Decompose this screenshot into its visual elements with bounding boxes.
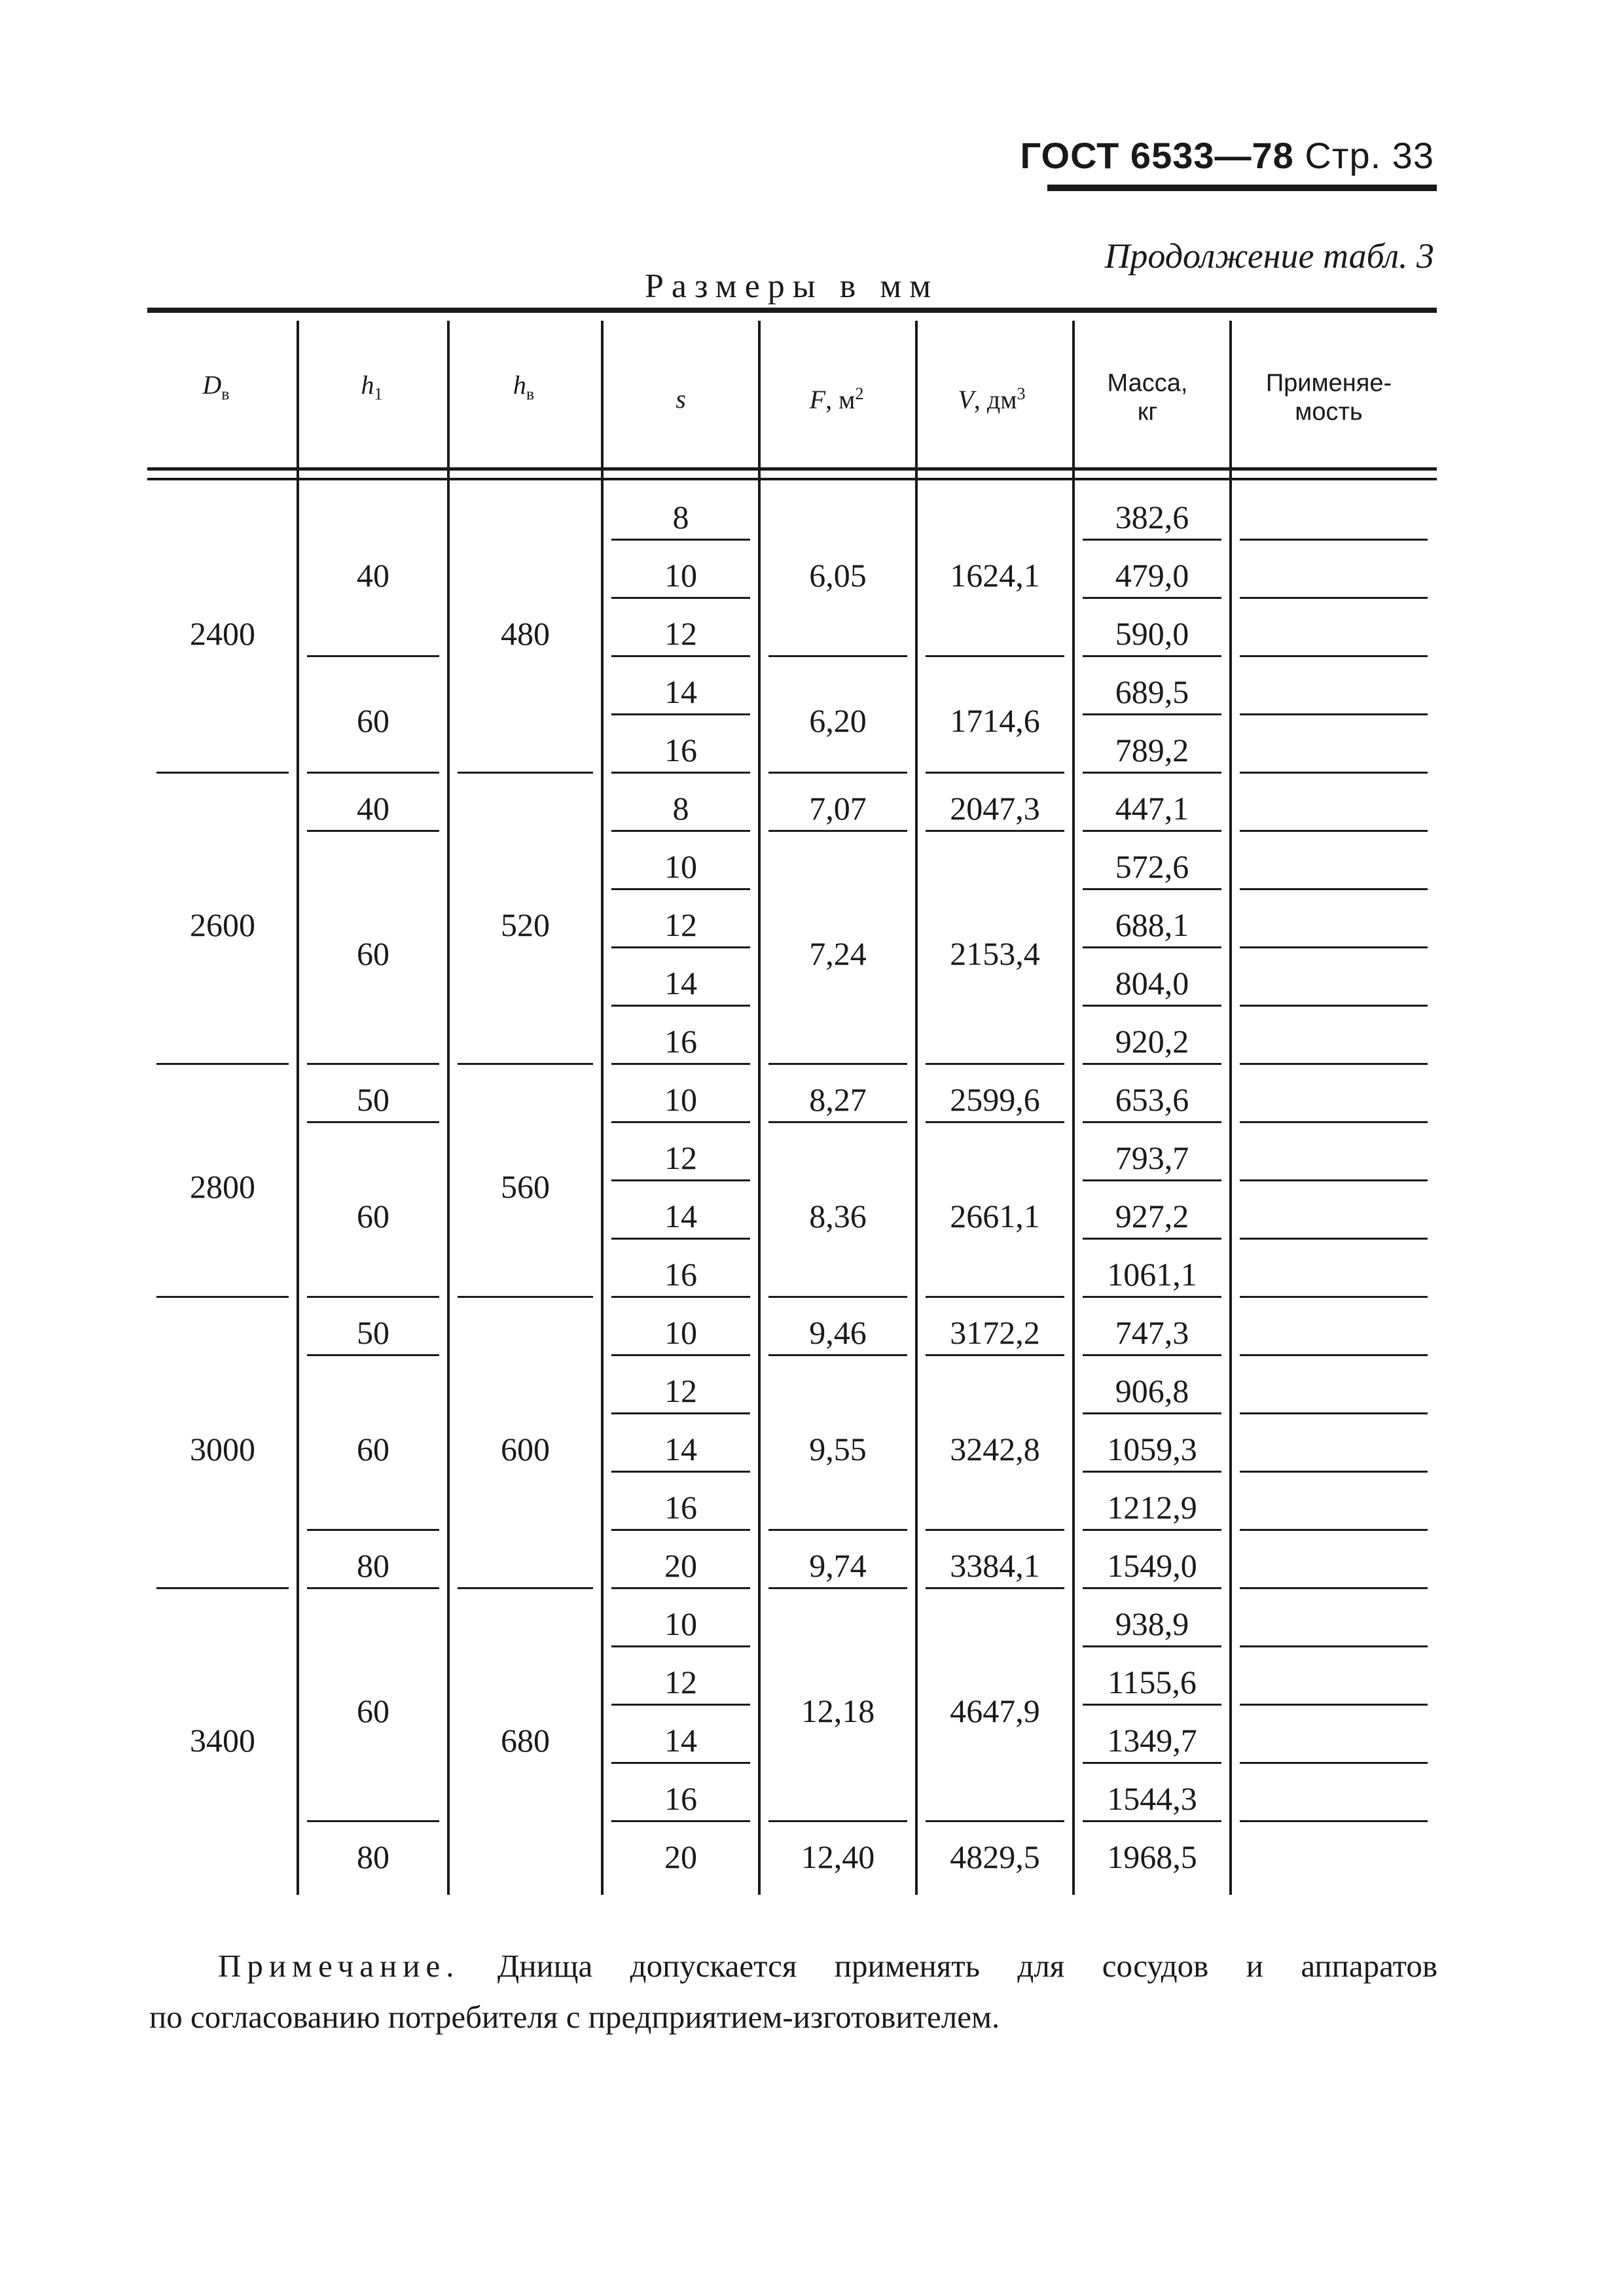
group-rule [156, 772, 289, 774]
table-top-rule [147, 308, 1437, 313]
block-rule [768, 1121, 907, 1123]
cell-mass: 1155,6 [1108, 1663, 1197, 1700]
block-rule [926, 772, 1064, 774]
cell-Dv: 2800 [190, 1168, 255, 1205]
cell-s: 12 [664, 615, 697, 652]
cell-V: 1714,6 [950, 702, 1040, 739]
block-rule [768, 1587, 907, 1589]
block-rule [926, 1121, 1064, 1123]
row-rule [1083, 655, 1221, 657]
block-rule [768, 1820, 907, 1822]
row-rule [1240, 888, 1428, 890]
row-rule [1240, 1762, 1428, 1764]
cell-s: 10 [664, 1081, 697, 1118]
row-rule [1240, 1238, 1428, 1240]
row-rule [611, 772, 750, 774]
row-rule [611, 539, 750, 541]
row-rule [1240, 830, 1428, 832]
group-rule [156, 1063, 289, 1065]
row-rule [1240, 597, 1428, 599]
block-rule [307, 1296, 439, 1298]
column-divider [1229, 321, 1232, 1895]
row-rule [1240, 1354, 1428, 1356]
column-divider [1072, 321, 1075, 1895]
row-rule [611, 1704, 750, 1706]
row-rule [1240, 1296, 1428, 1298]
row-rule [1083, 597, 1221, 599]
row-rule [611, 1645, 750, 1647]
group-rule [458, 1587, 593, 1589]
cell-s: 12 [664, 1663, 697, 1700]
row-rule [611, 946, 750, 948]
cell-Dv: 2600 [190, 906, 255, 943]
cell-mass: 590,0 [1115, 615, 1189, 652]
row-rule [611, 1063, 750, 1065]
cell-s: 16 [664, 731, 697, 768]
block-rule [768, 1354, 907, 1356]
row-rule [1083, 1529, 1221, 1531]
column-divider [915, 321, 918, 1895]
row-rule [1083, 830, 1221, 832]
header-mass: Масса, кг [1107, 369, 1188, 425]
row-rule [1083, 1587, 1221, 1589]
cell-h1: 80 [357, 1547, 389, 1584]
row-rule [1083, 1412, 1221, 1414]
cell-F: 12,18 [801, 1693, 875, 1729]
header-s: s [676, 384, 686, 414]
row-rule [611, 1121, 750, 1123]
column-divider [601, 321, 604, 1895]
note-line-2: по согласованию потребителя с предприятием-изготовителем. [149, 1999, 1000, 2035]
cell-Dv: 3000 [190, 1430, 255, 1467]
cell-V: 2661,1 [950, 1197, 1040, 1234]
row-rule [1240, 1587, 1428, 1589]
row-rule [1083, 713, 1221, 715]
row-rule [611, 1412, 750, 1414]
row-rule [611, 1529, 750, 1531]
cell-mass: 689,5 [1115, 673, 1189, 710]
row-rule [1083, 1471, 1221, 1473]
block-rule [768, 1296, 907, 1298]
cell-hv: 600 [501, 1430, 550, 1467]
cell-s: 10 [664, 1314, 697, 1351]
row-rule [1083, 1820, 1221, 1822]
row-rule [1083, 1645, 1221, 1647]
row-rule [1240, 539, 1428, 541]
page-number: Стр. 33 [1305, 135, 1434, 176]
row-rule [1240, 772, 1428, 774]
row-rule [611, 1820, 750, 1822]
note-line-1: Днища допускается применять для сосудов и аппаратов [497, 1948, 1437, 1984]
row-rule [1240, 1063, 1428, 1065]
row-rule [1083, 946, 1221, 948]
cell-s: 14 [664, 1430, 697, 1467]
block-rule [926, 830, 1064, 832]
row-rule [1083, 772, 1221, 774]
cell-h1: 60 [357, 1430, 389, 1467]
cell-F: 9,46 [809, 1314, 867, 1351]
cell-mass: 653,6 [1115, 1081, 1189, 1118]
column-divider [297, 321, 299, 1895]
cell-s: 14 [664, 673, 697, 710]
cell-mass: 804,0 [1115, 964, 1189, 1001]
group-rule [156, 1296, 289, 1298]
block-rule [926, 1820, 1064, 1822]
row-rule [1083, 888, 1221, 890]
cell-mass: 793,7 [1115, 1139, 1189, 1176]
header-rule-1 [147, 467, 1437, 471]
group-rule [156, 1587, 289, 1589]
row-rule [1083, 1005, 1221, 1007]
cell-s: 8 [672, 789, 689, 827]
note-label: Примечание. [218, 1948, 460, 1984]
cell-s: 12 [664, 1139, 697, 1176]
cell-hv: 520 [501, 906, 550, 943]
cell-mass: 479,0 [1115, 556, 1189, 594]
cell-mass: 382,6 [1115, 498, 1189, 535]
cell-F: 8,36 [809, 1197, 867, 1234]
row-rule [611, 1296, 750, 1298]
block-rule [926, 1587, 1064, 1589]
table-note [149, 1941, 1437, 2043]
table-continuation-caption: Продолжение табл. 3 [1104, 236, 1434, 276]
block-rule [926, 1529, 1064, 1531]
row-rule [611, 713, 750, 715]
row-rule [611, 1762, 750, 1764]
cell-hv: 480 [501, 615, 550, 652]
row-rule [1240, 1645, 1428, 1647]
block-rule [307, 1820, 439, 1822]
cell-mass: 920,2 [1115, 1022, 1189, 1060]
cell-s: 14 [664, 964, 697, 1001]
cell-mass: 1212,9 [1107, 1488, 1197, 1526]
cell-s: 10 [664, 848, 697, 885]
block-rule [768, 772, 907, 774]
cell-s: 16 [664, 1255, 697, 1293]
block-rule [307, 655, 439, 657]
cell-s: 14 [664, 1721, 697, 1759]
row-rule [1083, 1179, 1221, 1181]
cell-hv: 680 [501, 1721, 550, 1759]
row-rule [1240, 1529, 1428, 1531]
block-rule [926, 1063, 1064, 1065]
row-rule [611, 1471, 750, 1473]
cell-h1: 50 [357, 1081, 389, 1118]
page-header [1020, 134, 1434, 177]
cell-mass: 1061,1 [1107, 1255, 1197, 1293]
cell-F: 8,27 [809, 1081, 867, 1118]
cell-F: 6,05 [809, 556, 867, 594]
block-rule [768, 1529, 907, 1531]
cell-s: 10 [664, 556, 697, 594]
cell-s: 12 [664, 1372, 697, 1409]
row-rule [1240, 1471, 1428, 1473]
cell-s: 16 [664, 1022, 697, 1060]
cell-V: 2047,3 [950, 789, 1040, 827]
cell-s: 14 [664, 1197, 697, 1234]
cell-Dv: 3400 [190, 1721, 255, 1759]
cell-V: 1624,1 [950, 556, 1040, 594]
cell-mass: 447,1 [1115, 789, 1189, 827]
row-rule [1240, 1412, 1428, 1414]
header-F: F, $м^2$ [809, 384, 864, 415]
row-rule [611, 1005, 750, 1007]
cell-h1: 60 [357, 1693, 389, 1729]
block-rule [307, 1121, 439, 1123]
row-rule [1083, 1238, 1221, 1240]
column-divider [758, 321, 761, 1895]
row-rule [1083, 539, 1221, 541]
row-rule [1240, 946, 1428, 948]
header-hv: $h_в$ [513, 370, 535, 404]
block-rule [307, 1063, 439, 1065]
block-rule [768, 830, 907, 832]
cell-mass: 572,6 [1115, 848, 1189, 885]
cell-V: 2599,6 [950, 1081, 1040, 1118]
cell-h1: 40 [357, 789, 389, 827]
cell-mass: 927,2 [1115, 1197, 1189, 1234]
row-rule [611, 1238, 750, 1240]
block-rule [768, 655, 907, 657]
row-rule [1083, 1704, 1221, 1706]
header-h1: $h_1$ [361, 370, 383, 404]
cell-V: 2153,4 [950, 935, 1040, 972]
block-rule [307, 1354, 439, 1356]
row-rule [1083, 1762, 1221, 1764]
cell-mass: 747,3 [1115, 1314, 1189, 1351]
cell-mass: 1059,3 [1107, 1430, 1197, 1467]
cell-mass: 938,9 [1115, 1605, 1189, 1642]
cell-V: 3384,1 [950, 1547, 1040, 1584]
cell-mass: 1549,0 [1107, 1547, 1197, 1584]
group-rule [458, 1063, 593, 1065]
cell-V: 4647,9 [950, 1693, 1040, 1729]
row-rule [1083, 1354, 1221, 1356]
row-rule [1083, 1296, 1221, 1298]
row-rule [611, 655, 750, 657]
cell-s: 16 [664, 1780, 697, 1817]
group-rule [458, 772, 593, 774]
row-rule [1240, 1121, 1428, 1123]
cell-mass: 906,8 [1115, 1372, 1189, 1409]
header-applicability: Применяе- мость [1265, 369, 1392, 425]
row-rule [1083, 1121, 1221, 1123]
cell-h1: 40 [357, 556, 389, 594]
block-rule [307, 830, 439, 832]
block-rule [768, 1063, 907, 1065]
row-rule [1240, 1005, 1428, 1007]
block-rule [307, 1529, 439, 1531]
block-rule [926, 655, 1064, 657]
units-caption: Размеры в мм [645, 268, 939, 305]
cell-h1: 50 [357, 1314, 389, 1351]
cell-F: 12,40 [801, 1838, 875, 1875]
cell-F: 9,74 [809, 1547, 867, 1584]
cell-F: 6,20 [809, 702, 867, 739]
row-rule [611, 888, 750, 890]
cell-F: 7,24 [809, 935, 867, 972]
row-rule [1083, 1063, 1221, 1065]
cell-mass: 1349,7 [1107, 1721, 1197, 1759]
row-rule [611, 1179, 750, 1181]
header-rule-2 [147, 478, 1437, 480]
cell-mass: 1968,5 [1107, 1838, 1197, 1875]
cell-F: 7,07 [809, 789, 867, 827]
header-V: V, $дм^3$ [958, 384, 1026, 415]
cell-h1: 60 [357, 935, 389, 972]
row-rule [1240, 713, 1428, 715]
group-rule [458, 1296, 593, 1298]
block-rule [926, 1354, 1064, 1356]
cell-hv: 560 [501, 1168, 550, 1205]
header-rule [1047, 185, 1437, 191]
row-rule [1240, 1704, 1428, 1706]
cell-Dv: 2400 [190, 615, 255, 652]
row-rule [1240, 1820, 1428, 1822]
cell-h1: 60 [357, 1197, 389, 1234]
row-rule [611, 1587, 750, 1589]
cell-V: 3242,8 [950, 1430, 1040, 1467]
cell-mass: 789,2 [1115, 731, 1189, 768]
row-rule [1240, 1179, 1428, 1181]
block-rule [307, 1587, 439, 1589]
cell-V: 3172,2 [950, 1314, 1040, 1351]
cell-h1: 80 [357, 1838, 389, 1875]
cell-s: 16 [664, 1488, 697, 1526]
cell-s: 20 [664, 1838, 697, 1875]
cell-s: 8 [672, 498, 689, 535]
column-divider [447, 321, 450, 1895]
cell-F: 9,55 [809, 1430, 867, 1467]
cell-s: 10 [664, 1605, 697, 1642]
row-rule [1240, 655, 1428, 657]
row-rule [611, 1354, 750, 1356]
header-Dv: $D_в$ [202, 370, 230, 404]
row-rule [611, 597, 750, 599]
row-rule [611, 830, 750, 832]
cell-mass: 688,1 [1115, 906, 1189, 943]
cell-mass: 1544,3 [1107, 1780, 1197, 1817]
block-rule [926, 1296, 1064, 1298]
standard-number: ГОСТ 6533—78 [1020, 135, 1294, 176]
cell-s: 12 [664, 906, 697, 943]
block-rule [307, 772, 439, 774]
cell-h1: 60 [357, 702, 389, 739]
cell-s: 20 [664, 1547, 697, 1584]
cell-V: 4829,5 [950, 1838, 1040, 1875]
